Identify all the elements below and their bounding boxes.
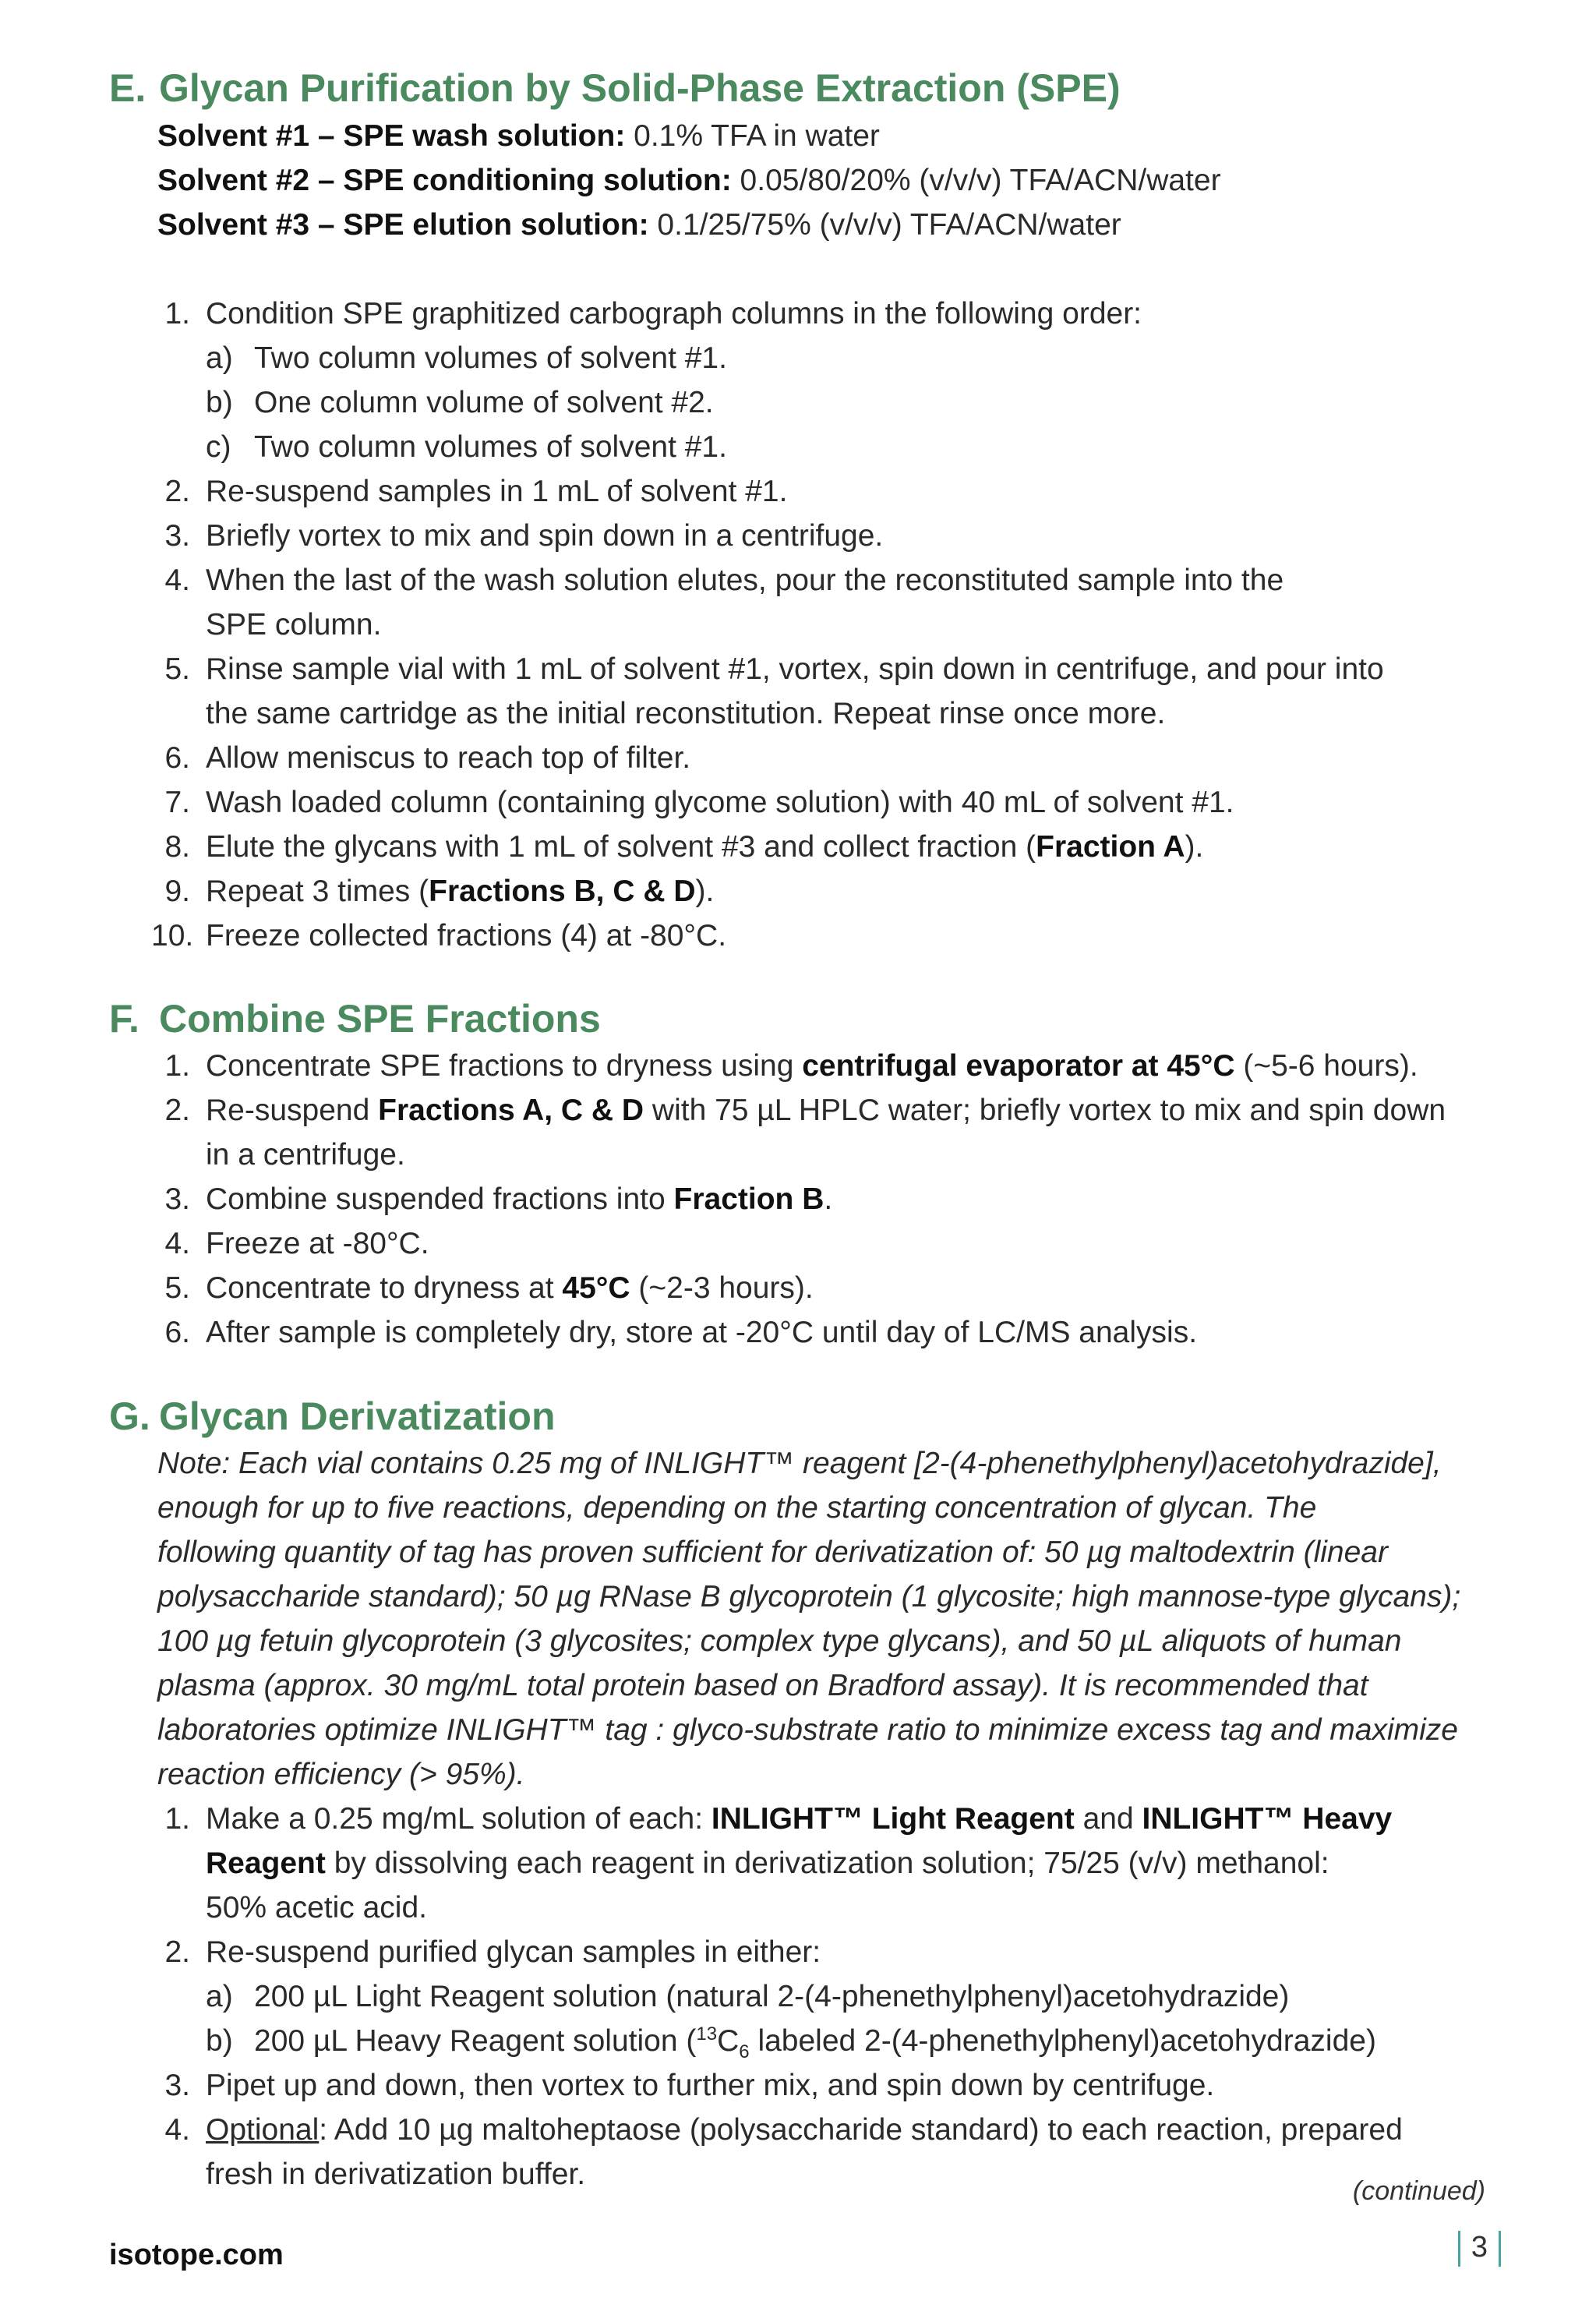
note-line: plasma (approx. 30 mg/mL total protein based on Bradford assay). It is recommended that <box>157 1669 1368 1702</box>
solvent-2: Solvent #2 – SPE conditioning solution: 0.05/80/20% (v/v/v) TFA/ACN/water <box>157 164 1221 197</box>
solvent-3: Solvent #3 – SPE elution solution: 0.1/25/75% (v/v/v) TFA/ACN/water <box>157 208 1121 242</box>
continued-note: (continued) <box>1352 2176 1485 2206</box>
list-item-continuation: 50% acetic acid. <box>206 1891 427 1924</box>
note-line: enough for up to five reactions, depending on the starting concentration of glycan. The <box>157 1491 1317 1525</box>
note-line: polysaccharide standard); 50 µg RNase B glycoprotein (1 glycosite; high mannose-type glycans); <box>157 1580 1461 1613</box>
list-item-continuation: SPE column. <box>206 608 382 641</box>
section-f-heading: F. Combine SPE Fractions <box>109 997 601 1041</box>
solvent-1: Solvent #1 – SPE wash solution: 0.1% TFA in water <box>157 119 880 153</box>
divider <box>1499 2231 1501 2267</box>
note-line: reaction efficiency (> 95%). <box>157 1758 525 1791</box>
list-item-continuation: the same cartridge as the initial reconstitution. Repeat rinse once more. <box>206 697 1166 730</box>
footer-site: isotope.com <box>109 2239 284 2271</box>
note-line: Note: Each vial contains 0.25 mg of INLIGHT™ reagent [2-(4-phenethylphenyl)acetohydrazide], <box>157 1447 1442 1480</box>
page-number: 3 <box>1447 2231 1512 2267</box>
list-item-continuation: in a centrifuge. <box>206 1138 405 1172</box>
list-item-continuation: fresh in derivatization buffer. <box>206 2158 586 2191</box>
section-e-heading: E. Glycan Purification by Solid-Phase Extraction (SPE) <box>109 66 1121 110</box>
page: E. Glycan Purification by Solid-Phase Extraction (SPE) Solvent #1 – SPE wash solution: 0.1% TFA in water Solvent #2 – SPE conditioning solution: 0.05/80/20% (v/v/v) TFA/ACN/water Solvent #3 – SPE elution solution: 0.1/25/75% (v/v/v) TFA/ACN/water 1. Condition SPE graphitized carbograph columns in the following order: a) Two column volumes of solvent #1. b) One column volume of solvent #2. c) Two column volumes of solvent #1. 2. Re-suspend samples in 1 mL of solvent #1. 3. Briefly vortex to mix and spin down in a centrifuge. 4. When the last of the wash solution elutes, pour the reconstituted sample into the SPE column. 5. Rinse sample vial with 1 mL of solvent #1, vortex, spin down in centrifuge, and pour into the same cartridge as the initial reconstitution. Repeat rinse once more. 6. Allow meniscus to reach top of filter. 7. Wash loaded column (containing glycome solution) with 40 mL of solvent #1. 8. Elute the glycans with 1 mL of solvent #3 and collect fraction (Fraction A). 9. Repeat 3 times (Fractions B, C & D). 10. Freeze collected fractions (4) at -80°C. F. Combine SPE Fractions 1. Concentrate SPE fractions to dryness using centrifugal evaporator at 45°C (~5-6 hours). 2. Re-suspend Fractions A, C & D with 75 µL HPLC water; briefly vortex to mix and spin down in a centrifuge. 3. Combine suspended fractions into Fraction B. 4. Freeze at -80°C. 5. Concentrate to dryness at 45°C (~2-3 hours). 6. After sample is completely dry, store at -20°C until day of LC/MS analysis. G. Glycan Derivatization Note: Each vial contains 0.25 mg of INLIGHT™ reagent [2-(4-phenethylphenyl)acetohydrazide], enough for up to five reactions, depending on the starting concentration of glycan. The following quantity of tag has proven sufficient for derivatization of: 50 µg maltodextrin (linear polysaccharide standard); 50 µg RNase B glycoprotein (1 glycosite; high mannose-type glycans); 100 µg fetuin glycoprotein (3 glycosites; complex type glycans), and 50 µL aliquots of human plasma (approx. 30 mg/mL total protein based on Bradford assay). It is recommended that laboratories optimize INLIGHT™ tag : glyco-substrate ratio to minimize excess tag and maximize reaction efficiency (> 95%). 1. Make a 0.25 mg/mL solution of each: INLIGHT™ Light Reagent and INLIGHT™ Heavy Reagent by dissolving each reagent in derivatization solution; 75/25 (v/v) methanol: 50% acetic acid. 2. Re-suspend purified glycan samples in either: a) 200 µL Light Reagent solution (natural 2-(4-phenethylphenyl)acetohydrazide) b) 200 µL Heavy Reagent solution ($^{13}C_6$ labeled 2-(4-phenethylphenyl)acetohydrazide) 3. Pipet up and down, then vortex to further mix, and spin down by centrifuge. 4. Optional: Add 10 µg maltoheptaose (polysaccharide standard) to each reaction, prepared fresh in derivatization buffer. (continued) isotope.com 3 <box>0 0 1596 2322</box>
note-line: 100 µg fetuin glycoprotein (3 glycosites; complex type glycans), and 50 µL aliquots of human <box>157 1624 1402 1658</box>
section-g-heading: G. Glycan Derivatization <box>109 1394 556 1438</box>
divider <box>1458 2231 1460 2267</box>
note-line: laboratories optimize INLIGHT™ tag : glyco-substrate ratio to minimize excess tag and maximize <box>157 1713 1458 1747</box>
list-item-continuation: Reagent by dissolving each reagent in derivatization solution; 75/25 (v/v) methanol: <box>206 1847 1329 1880</box>
note-line: following quantity of tag has proven sufficient for derivatization of: 50 µg maltodextrin (linear <box>157 1536 1388 1569</box>
